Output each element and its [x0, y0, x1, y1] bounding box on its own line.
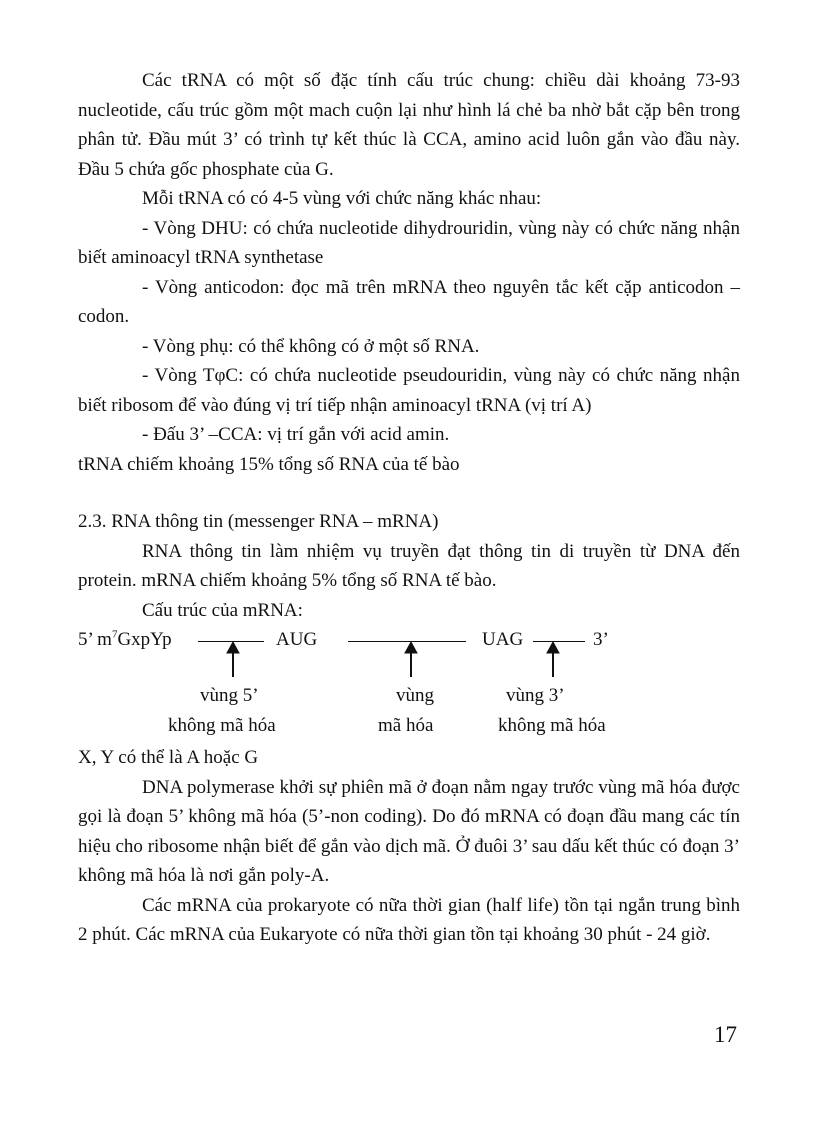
label-5-utr-sub: không mã hóa — [168, 715, 276, 736]
label-coding-sub: mã hóa — [378, 715, 434, 736]
trna-intro: Các tRNA có một số đặc tính cấu trúc chung: chiều dài khoảng 73-93 nucleotide, cấu trúc gồm một mach cuộn lại như hình lá chẻ ba nhờ bắt cặp bên trong phân tử. Đầu mút 3’ có trình tự kết thúc là CCA, amino acid luôn gắn vào đầu này. Đầu 5 chứa gốc phosphate của G. — [78, 70, 740, 180]
trna-regions-intro: Mỗi tRNA có có 4-5 vùng với chức năng khác nhau: — [142, 188, 542, 209]
trna-share: tRNA chiếm khoảng 15% tổng số RNA của tế bào — [78, 453, 460, 475]
label-5-utr: vùng 5’ — [200, 685, 259, 706]
page-content — [78, 66, 740, 950]
trna-item-anticodon: - Vòng anticodon: đọc mã trên mRNA theo nguyên tắc kết cặp anticodon – codon. — [78, 276, 740, 327]
codon-aug: AUG — [276, 629, 318, 650]
label-coding: vùng — [396, 685, 434, 706]
trna-item-cca: - Đấu 3’ –CCA: vị trí gắn với acid amin. — [142, 424, 450, 445]
label-3-utr: vùng 3’ — [506, 685, 565, 706]
codon-uag: UAG — [482, 629, 524, 650]
paragraph-half-life: Các mRNA của prokaryote có nữa thời gian (half life) tồn tại ngắn trung bình 2 phút. Các mRNA của Eukaryote có nữa thời gian tồn tại khoảng 30 phút - 24 giờ. — [78, 894, 740, 945]
label-3-utr-sub: không mã hóa — [498, 715, 606, 736]
paragraph-dna-polymerase: DNA polymerase khởi sự phiên mã ở đoạn nằm ngay trước vùng mã hóa được gọi là đoạn 5’ không mã hóa (5’-non coding). Do đó mRNA có đoạn đầu mang các tín hiệu cho ribosome nhận biết để gắn vào dịch mã. Ở đuôi 3’ sau dấu kết thúc có đoạn 3’ không mã hóa là nơi gắn poly-A. — [78, 776, 740, 886]
arrow-coding — [405, 642, 417, 677]
arrow-5-utr — [227, 642, 239, 677]
page-number: 17 — [714, 1022, 737, 1047]
mrna-intro: RNA thông tin làm nhiệm vụ truyền đạt thông tin di truyền từ DNA đến protein. mRNA chiếm khoảng 5% tổng số RNA tế bào. — [78, 540, 740, 591]
diagram-start: 5’ $m^7GxpYp$ — [78, 628, 172, 650]
mrna-structure-label: Cấu trúc của mRNA: — [142, 599, 303, 621]
mrna-structure-diagram — [78, 625, 740, 743]
xy-note: X, Y có thể là A hoặc G — [78, 747, 259, 768]
trna-item-phu: - Vòng phụ: có thể không có ở một số RNA. — [142, 335, 480, 357]
trna-item-dhu: - Vòng DHU: có chứa nucleotide dihydrouridin, vùng này có chức năng nhận biết aminoacyl tRNA synthetase — [78, 217, 740, 268]
arrow-3-utr — [547, 642, 559, 677]
diagram-end: 3’ — [593, 629, 609, 650]
section-heading: 2.3. RNA thông tin (messenger RNA – mRNA) — [78, 511, 439, 532]
trna-item-tphic: - Vòng TφC: có chứa nucleotide pseudouridin, vùng này có chức năng nhận biết ribosom để vào đúng vị trí tiếp nhận aminoacyl tRNA (vị trí A) — [78, 365, 740, 416]
arrows — [78, 625, 740, 685]
